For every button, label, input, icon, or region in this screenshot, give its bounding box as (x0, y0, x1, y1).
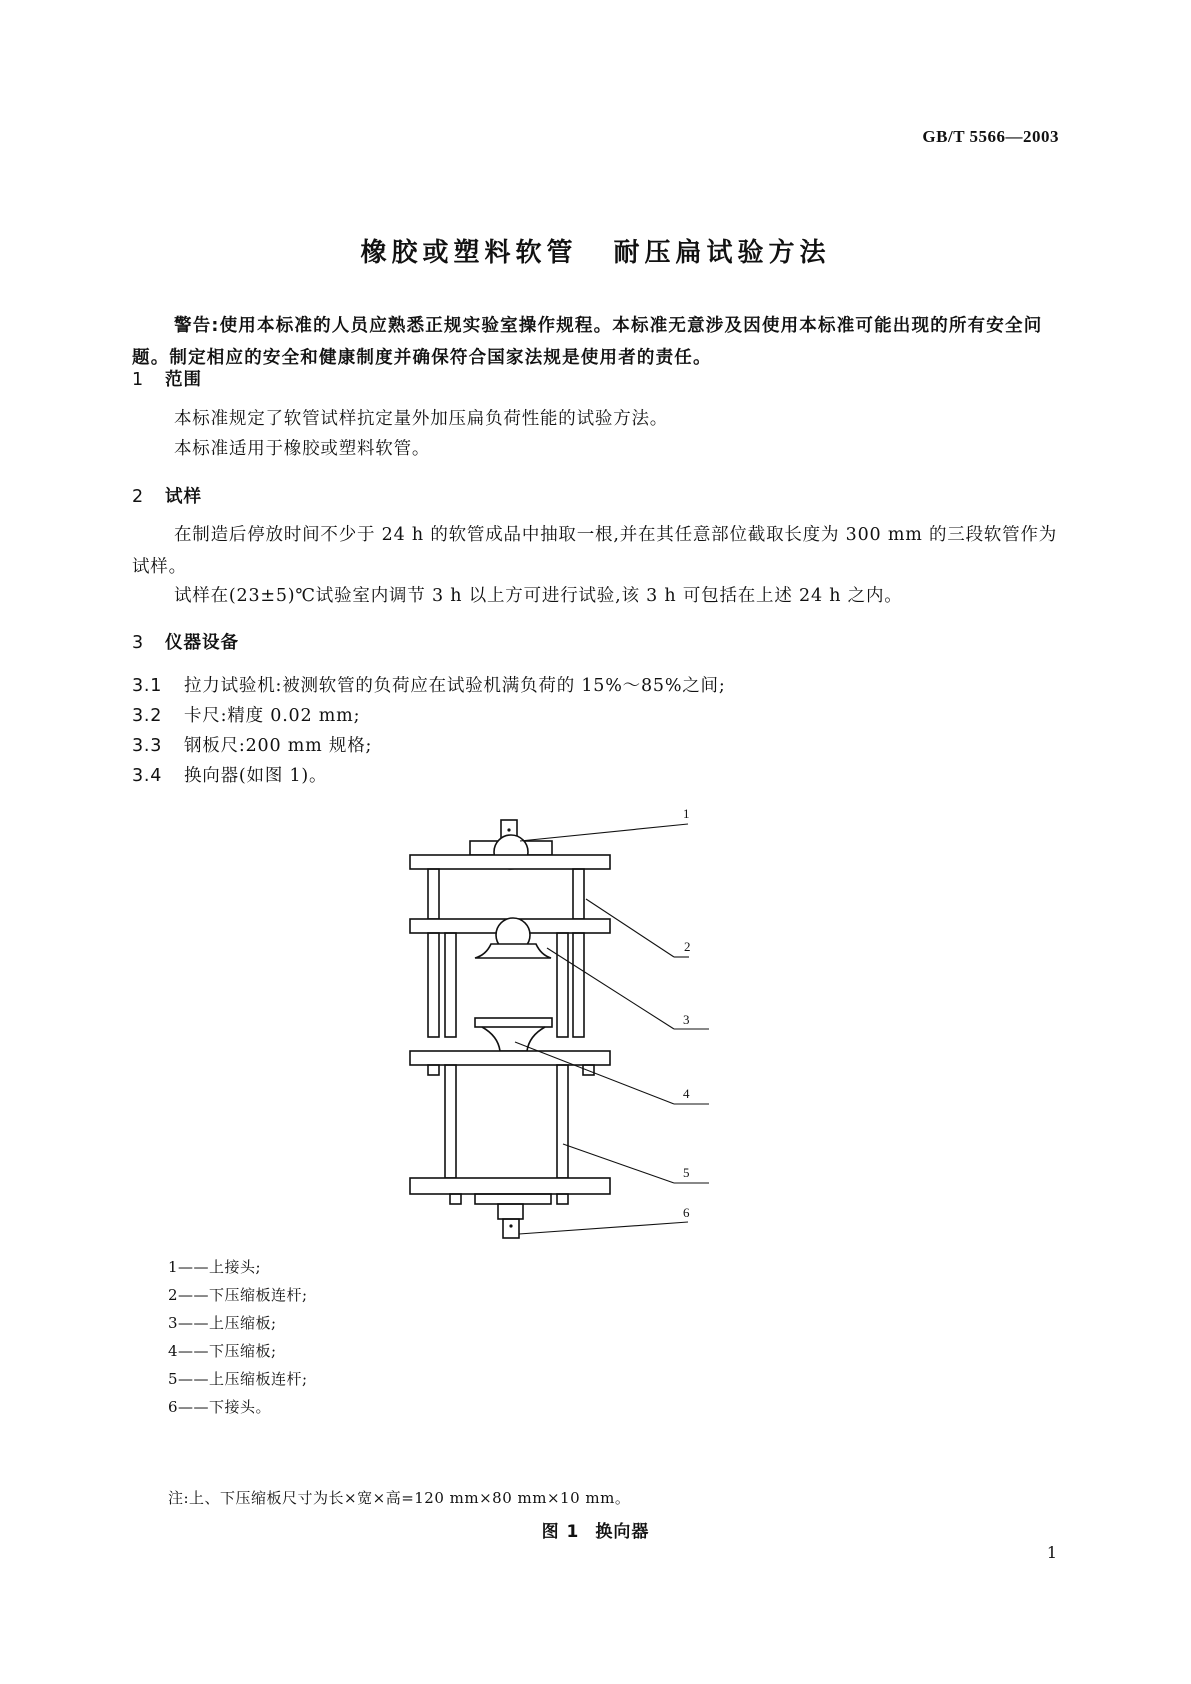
middle-plate (410, 1051, 610, 1065)
rod (445, 1065, 456, 1178)
title-part-2: 耐压扁试验方法 (613, 238, 831, 268)
rod-end (557, 1194, 568, 1204)
legend-item-2: 2——下压缩板连杆; (168, 1286, 308, 1304)
rod (557, 1065, 568, 1178)
section-title: 仪器设备 (165, 633, 239, 653)
rod (445, 933, 456, 1037)
section-number: 2 (132, 487, 145, 507)
lower-connector-base (498, 1204, 523, 1219)
item-number: 3.4 (132, 766, 163, 786)
standard-number: GB/T 5566—2003 (922, 127, 1059, 146)
item-number: 3.1 (132, 676, 163, 696)
legend-item-1: 1——上接头; (168, 1258, 262, 1276)
rod-end (583, 1065, 594, 1075)
item-text: 卡尺:精度 0.02 mm; (184, 706, 361, 726)
upper-compression-plate (475, 944, 551, 958)
callout-4: 4 (683, 1086, 690, 1101)
item-text: 钢板尺:200 mm 规格; (184, 736, 373, 756)
section-title: 试样 (165, 487, 202, 507)
lower-compression-support (482, 1027, 545, 1051)
section-1-paragraph-2: 本标准适用于橡胶或塑料软管。 (174, 439, 431, 459)
section-2-paragraph-2: 试样在(23±5)℃试验室内调节 3 h 以上方可进行试验,该 3 h 可包括在上述 24 h 之内。 (174, 586, 903, 606)
rod (428, 869, 439, 919)
legend-item-6: 6——下接头。 (168, 1398, 272, 1416)
callout-5: 5 (683, 1165, 690, 1180)
figure-caption (0, 1517, 1191, 1542)
section-number: 1 (132, 370, 145, 390)
bottom-plate (410, 1178, 610, 1194)
rod (573, 869, 584, 919)
item-number: 3.3 (132, 736, 163, 756)
section-2-paragraph-1: 在制造后停放时间不少于 24 h 的软管成品中抽取一根,并在其任意部位截取长度为 300 mm 的三段软管作为试样。 (132, 525, 1058, 577)
legend-item-5: 5——上压缩板连杆; (168, 1370, 308, 1388)
rod-end (450, 1194, 461, 1204)
figure-note: 注:上、下压缩板尺寸为长×宽×高=120 mm×80 mm×10 mm。 (168, 1489, 631, 1507)
lower-connector-block (475, 1194, 551, 1204)
caption-number: 图 1 (541, 1522, 580, 1542)
section-title: 范围 (165, 370, 202, 390)
legend-item-3: 3——上压缩板; (168, 1314, 277, 1332)
callout-6: 6 (683, 1205, 690, 1220)
callout-2: 2 (684, 939, 691, 954)
title-part-1: 橡胶或塑料软管 (360, 238, 578, 268)
item-text: 拉力试验机:被测软管的负荷应在试验机满负荷的 15%～85%之间; (184, 676, 726, 696)
rod (573, 933, 584, 1037)
legend-item-4: 4——下压缩板; (168, 1342, 277, 1360)
rod (428, 933, 439, 1037)
section-1-paragraph-1: 本标准规定了软管试样抗定量外加压扁负荷性能的试验方法。 (174, 409, 669, 429)
callout-1: 1 (683, 806, 690, 821)
item-text: 换向器(如图 1)。 (184, 766, 328, 786)
section-number: 3 (132, 633, 145, 653)
callout-3: 3 (683, 1012, 690, 1027)
lower-connector (503, 1219, 519, 1238)
lower-compression-plate (475, 1018, 552, 1027)
top-plate (410, 855, 610, 869)
caption-title: 换向器 (595, 1522, 650, 1542)
warning-paragraph: 警告:使用本标准的人员应熟悉正规实验室操作规程。本标准无意涉及因使用本标准可能出现的所有安全问题。制定相应的安全和健康制度并确保符合国家法规是使用者的责任。 (132, 316, 1043, 368)
page-number: 1 (1046, 1543, 1057, 1562)
rod (557, 933, 568, 1037)
rod-end (428, 1065, 439, 1075)
item-number: 3.2 (132, 706, 163, 726)
